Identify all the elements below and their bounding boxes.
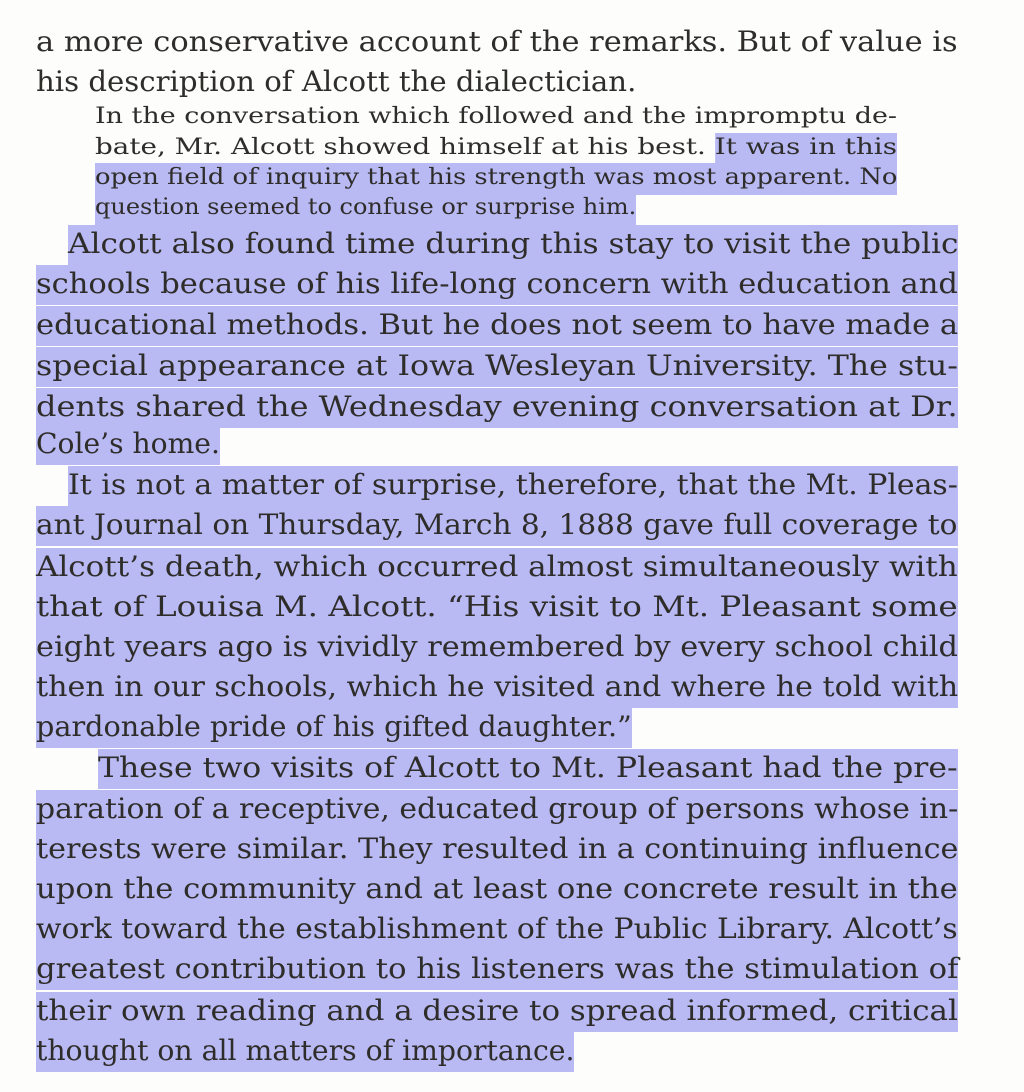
body-line xyxy=(36,670,959,703)
line-text-unhighlighted: bate, Mr. Alcott showed himself at his best. xyxy=(95,135,715,160)
highlighted-text: that of Louisa M. Alcott. “His visit to Mt. Pleasant some xyxy=(36,588,958,628)
paragraph-first-line xyxy=(68,468,958,501)
highlighted-text: It is not a matter of surprise, therefore, that the Mt. Pleas- xyxy=(68,466,958,506)
body-line xyxy=(36,792,959,825)
body-line xyxy=(36,65,637,98)
highlighted-text: thought on all matters of importance. xyxy=(36,1032,574,1072)
highlighted-text: It was in this xyxy=(715,133,897,165)
highlighted-text: then in our schools, which he visited and where he told with xyxy=(36,668,958,708)
highlighted-text: paration of a receptive, educated group of persons whose in- xyxy=(36,790,958,830)
highlighted-text: Cole’s home. xyxy=(36,425,220,465)
highlighted-text: question seemed to confuse or surprise him. xyxy=(95,193,636,225)
highlighted-text: schools because of his life-long concern with education and xyxy=(36,265,958,305)
line-text: In the conversation which followed and the impromptu de- xyxy=(95,104,898,129)
paragraph-first-line xyxy=(98,751,958,784)
body-line xyxy=(36,952,959,985)
line-text: his description of Alcott the dialectician. xyxy=(36,65,637,98)
highlighted-text: dents shared the Wednesday evening conversation at Dr. xyxy=(36,388,958,428)
body-line xyxy=(36,508,958,541)
highlighted-text: upon the community and at least one concrete result in the xyxy=(36,870,958,910)
highlighted-text: Alcott’s death, which occurred almost simultaneously with xyxy=(36,548,958,588)
body-line xyxy=(36,994,958,1027)
block-quote-line xyxy=(95,167,897,189)
highlighted-text: ant Journal on Thursday, March 8, 1888 gave full coverage to xyxy=(36,506,957,546)
highlighted-text: their own reading and a desire to spread informed, critical xyxy=(36,992,958,1032)
line-text: a more conservative account of the remarks. But of value is xyxy=(36,25,958,58)
body-line xyxy=(36,390,958,423)
block-quote-line xyxy=(95,137,897,159)
paragraph-first-line xyxy=(68,227,959,260)
block-quote-line xyxy=(95,106,897,128)
body-line xyxy=(36,427,220,460)
block-quote-line xyxy=(95,197,636,219)
highlighted-text: special appearance at Iowa Wesleyan University. The stu- xyxy=(36,347,958,387)
body-line xyxy=(36,832,959,865)
highlighted-text: greatest contribution to his listeners was the stimulation of xyxy=(36,950,958,990)
body-line xyxy=(36,550,958,583)
body-line xyxy=(36,912,958,945)
body-line xyxy=(36,872,958,905)
highlighted-text: Alcott also found time during this stay to visit the public xyxy=(68,225,958,265)
highlighted-text: work toward the establishment of the Public Library. Alcott’s xyxy=(36,910,958,950)
highlighted-text: open field of inquiry that his strength was most apparent. No xyxy=(95,163,897,195)
body-line xyxy=(36,590,958,623)
body-line xyxy=(36,710,632,743)
body-line xyxy=(36,630,958,663)
highlighted-text: terests were similar. They resulted in a continuing influence xyxy=(36,830,958,870)
body-line xyxy=(36,267,958,300)
body-line xyxy=(36,25,958,58)
body-line xyxy=(36,349,958,382)
body-line xyxy=(36,308,959,341)
body-line xyxy=(36,1034,575,1067)
highlighted-text: pardonable pride of his gifted daughter.” xyxy=(36,708,632,748)
highlighted-text: eight years ago is vividly remembered by every school child xyxy=(36,628,958,668)
highlighted-text: educational methods. But he does not seem to have made a xyxy=(36,306,958,346)
highlighted-text: These two visits of Alcott to Mt. Pleasant had the pre- xyxy=(98,749,958,789)
